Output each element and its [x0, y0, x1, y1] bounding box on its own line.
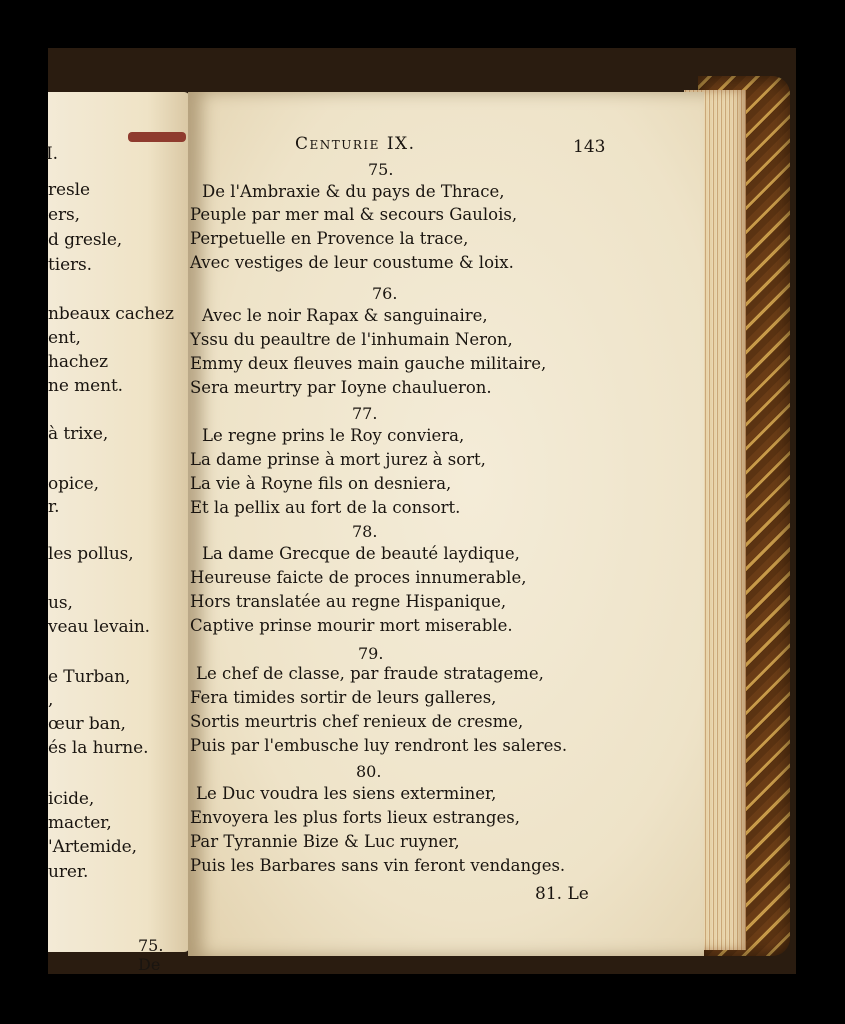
verse-line: Puis par l'embusche luy rendront les saleres. — [190, 736, 568, 755]
left-fragment: macter, — [48, 813, 112, 833]
verse-line: Fera timides sortir de leurs galleres, — [190, 688, 497, 707]
verse-line: La vie à Royne fils on desniera, — [190, 474, 452, 493]
left-page — [46, 92, 190, 974]
ribbon-edge — [128, 132, 186, 142]
verse-line: Yssu du peaultre de l'inhumain Neron, — [190, 330, 513, 349]
left-fragment: nbeaux cachez — [48, 304, 174, 324]
quatrain-number: 78. — [352, 522, 378, 541]
quatrain-number: 79. — [358, 644, 384, 663]
left-fragment: d gresle, — [48, 230, 123, 250]
verse-line: Sortis meurtris chef renieux de cresme, — [190, 712, 524, 731]
left-fragment: icide, — [48, 789, 95, 809]
quatrain-number: 75. — [368, 160, 394, 179]
verse-line: La dame prinse à mort jurez à sort, — [190, 450, 486, 469]
left-fragment: à trixe, — [48, 424, 109, 444]
verse-line: Et la pellix au fort de la consort. — [190, 498, 461, 517]
verse-line: Peuple par mer mal & secours Gaulois, — [190, 205, 518, 224]
verse-line: Le chef de classe, par fraude stratageme, — [196, 664, 544, 683]
verse-line: Avec vestiges de leur coustume & loix. — [190, 253, 514, 272]
verse-line: Captive prinse mourir mort miserable. — [190, 616, 513, 635]
left-fragment: les pollus, — [48, 544, 134, 564]
verse-line: Le regne prins le Roy conviera, — [202, 426, 465, 445]
left-fragment: tiers. — [48, 255, 92, 275]
running-header: Centurie IX. — [295, 134, 416, 154]
book-scan — [48, 48, 796, 974]
verse-line: Heureuse faicte de proces innumerable, — [190, 568, 527, 587]
verse-line: Emmy deux fleuves main gauche militaire, — [190, 354, 547, 373]
verse-line: Hors translatée au regne Hispanique, — [190, 592, 507, 611]
left-fragment: , — [48, 690, 54, 710]
verse-line: Puis les Barbares sans vin feront vendanges. — [190, 856, 566, 875]
left-fragment: opice, — [48, 474, 99, 494]
left-catchword: 75. De — [138, 936, 164, 974]
page-number: 143 — [573, 137, 606, 157]
verse-line: Sera meurtry par Ioyne chaulueron. — [190, 378, 492, 397]
verse-line: La dame Grecque de beauté laydique, — [202, 544, 520, 563]
left-fragment: urer. — [48, 862, 89, 882]
left-fragment: œur ban, — [48, 714, 126, 734]
quatrain-number: 76. — [372, 284, 398, 303]
left-fragment: resle — [48, 180, 90, 200]
verse-line: Par Tyrannie Bize & Luc ruyner, — [190, 832, 460, 851]
quatrain-number: 80. — [356, 762, 382, 781]
quatrain-number: 77. — [352, 404, 378, 423]
left-fragment: us, — [48, 593, 73, 613]
catchword: 81. Le — [535, 884, 589, 904]
verse-line: De l'Ambraxie & du pays de Thrace, — [202, 182, 505, 201]
left-header-fragment: I. — [46, 144, 58, 164]
left-fragment: ne ment. — [48, 376, 123, 396]
left-fragment: r. — [48, 497, 60, 517]
left-fragment: 'Artemide, — [48, 837, 137, 857]
verse-line: Le Duc voudra les siens exterminer, — [196, 784, 497, 803]
verse-line: Avec le noir Rapax & sanguinaire, — [202, 306, 488, 325]
left-fragment: ers, — [48, 205, 80, 225]
left-fragment: veau levain. — [48, 617, 150, 637]
verse-line: Envoyera les plus forts lieux estranges, — [190, 808, 520, 827]
left-fragment: ent, — [48, 328, 81, 348]
left-fragment: hachez — [48, 352, 108, 372]
verse-line: Perpetuelle en Provence la trace, — [190, 229, 469, 248]
left-fragment: e Turban, — [48, 667, 131, 687]
left-fragment: és la hurne. — [48, 738, 149, 758]
